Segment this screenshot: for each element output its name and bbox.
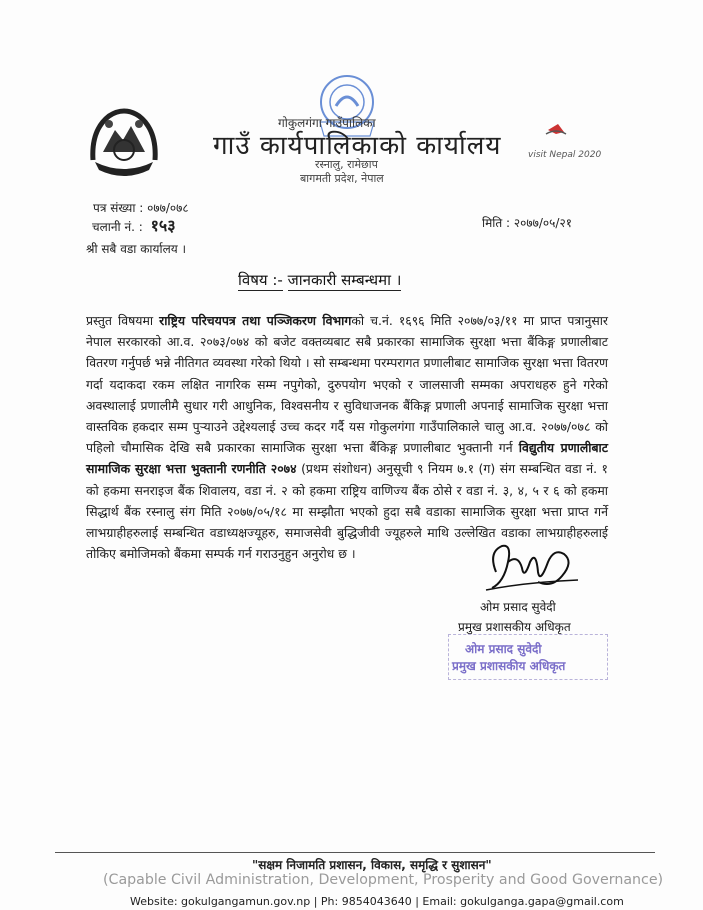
municipality-name: गोकुलगंगा गाउँपालिका [278, 116, 376, 130]
date-row [482, 214, 572, 231]
stamp-title: प्रमुख प्रशासकीय अधिकृत [452, 659, 566, 673]
subject-line [238, 270, 401, 290]
signatory-title: प्रमुख प्रशासकीय अधिकृत [458, 620, 571, 634]
handwritten-signature [478, 532, 588, 602]
office-title: गाउँ कार्यपालिकाको कार्यालय [213, 131, 502, 161]
body-part-1: प्रस्तुत विषयमा [86, 313, 160, 328]
motto-nepali: "सक्षम निजामति प्रशासन, विकास, समृद्धि र सुशासन" [252, 858, 492, 872]
body-part-2: को च.नं. १६९६ मिति २०७७/०३/११ मा प्राप्त पत्रानुसार नेपाल सरकारको आ.व. २०७३/०७४ को बजेट वक्तव्यबाट सबै प्रकारका सामाजिक सुरक्षा भत्ता बैंकिङ्ग प्रणालीबाट वितरण गर्नुपर्छ भन्ने नीतिगत व्यवस्था गरेको थियो । सो सम्बन्धमा परम्परागत प्रणालीबाट सामाजिक सुरक्षा भत्ता वितरण गर्दा यदाकदा रकम लक्षित नागरिक सम्म नपुगेको, दुरुपयोग भएको र जालसाजी सम्मका अपराधहरु हुने गरेको अवस्थालाई प्रणालीमै सुधार गरी आधुनिक, विश्वसनीय र सुविधाजनक बैंकिङ्ग प्रणाली अपनाई सामाजिक सुरक्षा भत्ता वास्तविक हकदार सम्म पुऱ्याउने उद्देश्यलाई उच्च कदर गर्दै यस गोकुलगंगा गाउँपालिकाले चालु आ.व. २०७७/०७८ को पहिलो चौमासिक देखि सबै प्रकारका सामाजिक सुरक्षा भत्ता बैंकिङ्ग प्रणालीबाट भुक्तानी गर्न [86, 313, 608, 456]
visit-nepal-logo-icon [528, 120, 602, 180]
letter-body [86, 310, 608, 564]
nepal-emblem-icon [83, 100, 165, 182]
addressee: श्री सबै वडा कार्यालय । [86, 242, 187, 256]
dispatch-value: १५३ [150, 216, 176, 235]
body-part-3: (प्रथम संशोधन) अनुसूची ९ नियम ७.१ (ग) संग सम्बन्धित वडा नं. १ को हकमा सनराइज बैंक शिवालय, वडा नं. २ को हकमा राष्ट्रिय वाणिज्य बैंक ठोसे र वडा नं. ३, ४, ५ र ६ को हकमा सिद्धार्थ बैंक रस्नालु संग मिति २०७७/०५/१८ मा सम्झौता भएको हुदा सबै वडाका सामाजिक सुरक्षा भत्ता प्राप्त गर्ने लाभग्राहीहरुलाई सम्बन्धित वडाध्यक्षज्यूहरु, समाजसेवी बुद्धिजीवी ज्यूहरुले माथि उल्लेखित वडाका लाभग्राहीहरुलाई तोकिए बमोजिमको बैंकमा सम्पर्क गर्न गराउनुहुन अनुरोध छ । [86, 461, 608, 562]
motto-english: (Capable Civil Administration, Development, Prosperity and Good Governance) [103, 872, 664, 888]
contact-info: Website: gokulgangamun.gov.np | Ph: 9854043640 | Email: gokulganga.gapa@gmail.com [130, 895, 624, 908]
date-label: मिति : [482, 216, 511, 230]
address-line-1: रस्नालु, रामेछाप [315, 158, 378, 171]
stamp-name: ओम प्रसाद सुवेदी [465, 642, 542, 656]
footer-divider [55, 852, 655, 853]
visit-nepal-text: visit Nepal 2020 [528, 150, 602, 160]
ref-label: पत्र संख्या : [93, 201, 144, 215]
subject-prefix: विषय :- [238, 271, 283, 289]
dispatch-label: चलानी नं. : [92, 220, 143, 234]
signatory-name: ओम प्रसाद सुवेदी [480, 600, 556, 614]
ref-value: ०७७/०७८ [147, 201, 189, 215]
address-line-2: बागमती प्रदेश, नेपाल [300, 172, 384, 185]
body-bold-2: विद्युतीय प्रणालीबाट सामाजिक सुरक्षा भत्ता भुक्तानी रणनीति २०७४ [86, 440, 608, 477]
dispatch-number-row [92, 214, 176, 236]
body-bold-1: राष्ट्रिय परिचयपत्र तथा पञ्जिकरण विभाग [159, 313, 352, 328]
date-value: २०७७/०५/२१ [513, 216, 572, 230]
subject-text: जानकारी सम्बन्धमा । [287, 271, 402, 289]
